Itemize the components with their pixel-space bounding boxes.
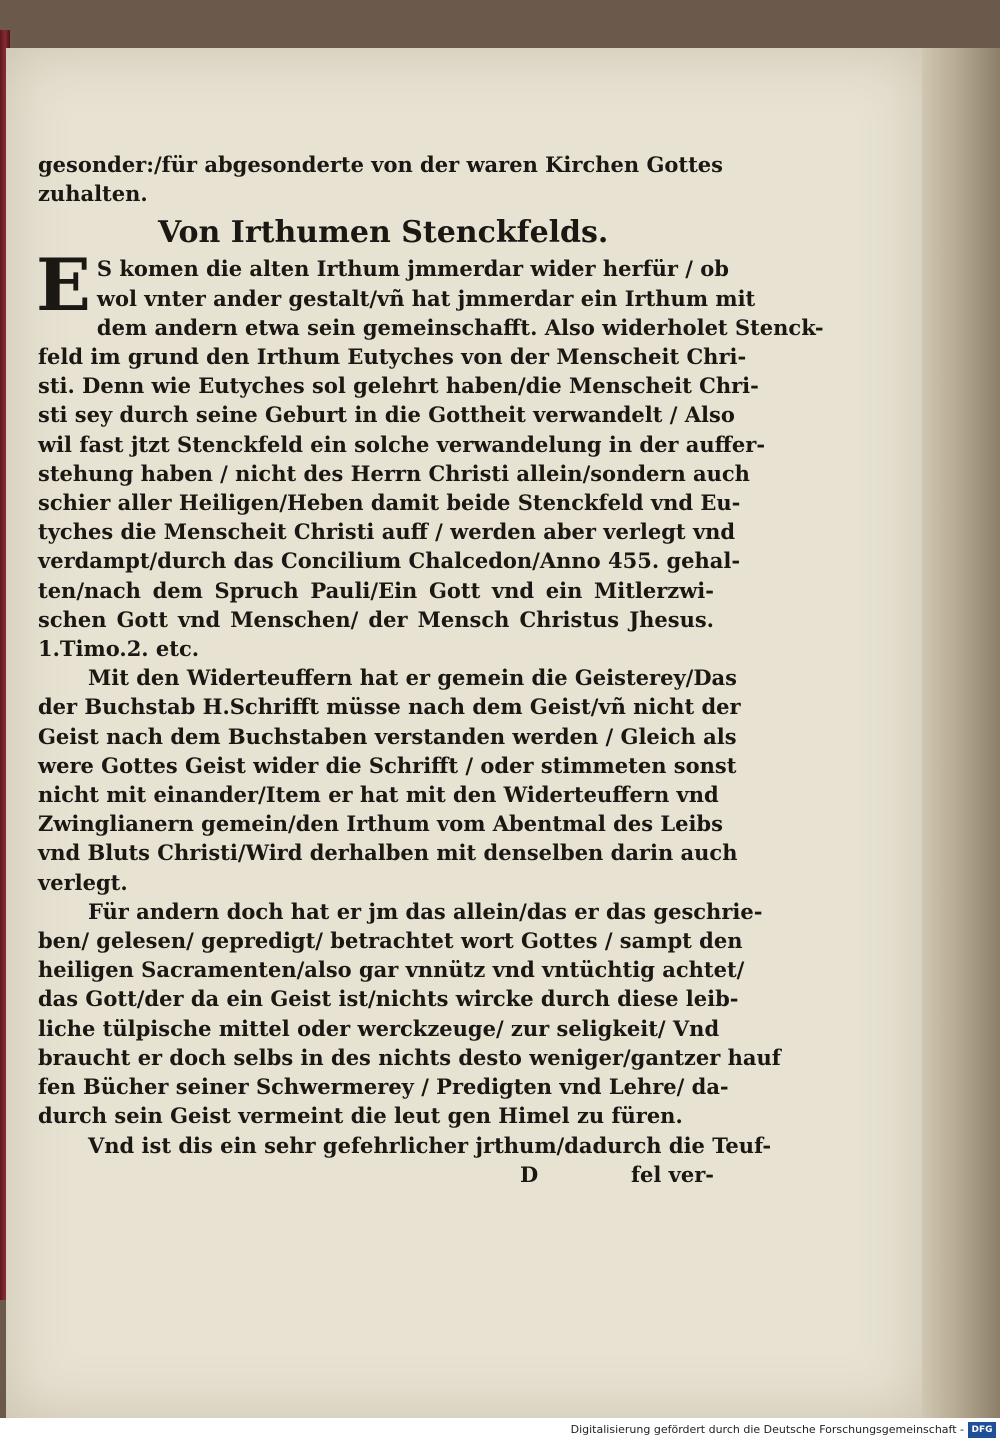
signature-mark: D [520,1162,539,1187]
text-line: dem andern etwa sein gemeinschafft. Also widerholet Stenck- [96,314,824,340]
page-margin-shadow [922,48,1000,1418]
text-line: Zwinglianern gemein/den Irthum vom Abentmal des Leibs [38,811,723,837]
text-line: ben/ gelesen/ gepredigt/ betrachtet wort Gottes / sampt den [38,928,743,954]
text-line: sti. Denn wie Eutyches sol gelehrt haben/die Menscheit Chri- [38,373,759,399]
text-line: were Gottes Geist wider die Schrifft / oder stimmeten sonst [38,752,737,778]
text-line: tyches die Menscheit Christi auff / werden aber verlegt vnd [38,519,736,545]
text-line: Mit den Widerteuffern hat er gemein die Geisterey/Das [88,665,737,691]
text-line: stehung haben / nicht des Herrn Christi allein/sondern auch [38,460,750,486]
section-heading: Von Irthumen Stenckfelds. [158,215,609,251]
text-line: heiligen Sacramenten/also gar vnnütz vnd vntüchtig achtet/ [38,957,745,983]
text-line: zuhalten. [38,181,148,207]
text-line: schier aller Heiligen/Heben damit beide Stenckfeld vnd Eu- [38,490,741,516]
text-line: Vnd ist dis ein sehr gefehrlicher jrthum/dadurch die Teuf- [88,1132,772,1158]
text-line: verdampt/durch das Concilium Chalcedon/Anno 455. gehal- [38,548,741,574]
drop-cap: E [36,242,91,328]
viewer-footer [0,1418,1000,1441]
text-line: 1.Timo.2. etc. [38,636,200,662]
text-line: wil fast jtzt Stenckfeld ein solche verwandelung in der auffer- [38,431,766,457]
dfg-logo-icon: DFG [968,1422,996,1438]
text-line: braucht er doch selbs in des nichts desto weniger/gantzer hauf [38,1044,781,1070]
catchword: fel ver- [630,1162,714,1187]
text-line: ten/nach dem Spruch Pauli/Ein Gott vnd ein Mitlerzwi- [38,577,714,603]
text-line: der Buchstab H.Schrifft müsse nach dem Geist/vñ nicht der [38,694,741,720]
footer-credit: Digitalisierung gefördert durch die Deutsche Forschungsgemeinschaft - [570,1423,964,1436]
text-line: verlegt. [38,869,128,895]
text-line: durch sein Geist vermeint die leut gen Himel zu füren. [38,1103,683,1129]
text-line: gesonder:/für abgesonderte von der waren Kirchen Gottes [38,152,723,177]
text-line: vnd Bluts Christi/Wird derhalben mit denselben darin auch [38,840,738,866]
text-line: fen Bücher seiner Schwermerey / Predigten vnd Lehre/ da- [38,1074,729,1100]
text-line: das Gott/der da ein Geist ist/nichts wircke durch diese leib- [38,986,739,1012]
text-line: S komen die alten Irthum jmmerdar wider herfür / ob [96,256,729,282]
text-line: Geist nach dem Buchstaben verstanden werden / Gleich als [38,723,737,749]
text-line: nicht mit einander/Item er hat mit den Widerteuffern vnd [38,782,719,808]
page-bottom-marks [520,1162,714,1187]
page-text-block [36,150,824,1160]
text-line: Für andern doch hat er jm das allein/das er das geschrie- [88,898,763,924]
text-line: feld im grund den Irthum Eutyches von der Menscheit Chri- [38,344,747,370]
text-line: liche tülpische mittel oder werckzeuge/ zur seligkeit/ Vnd [38,1015,720,1041]
text-line: wol vnter ander gestalt/vñ hat jmmerdar ein Irthum mit [96,285,756,311]
text-line: sti sey durch seine Geburt in die Gottheit verwandelt / Also [38,402,735,428]
text-line: schen Gott vnd Menschen/ der Mensch Christus Jhesus. [38,606,714,632]
